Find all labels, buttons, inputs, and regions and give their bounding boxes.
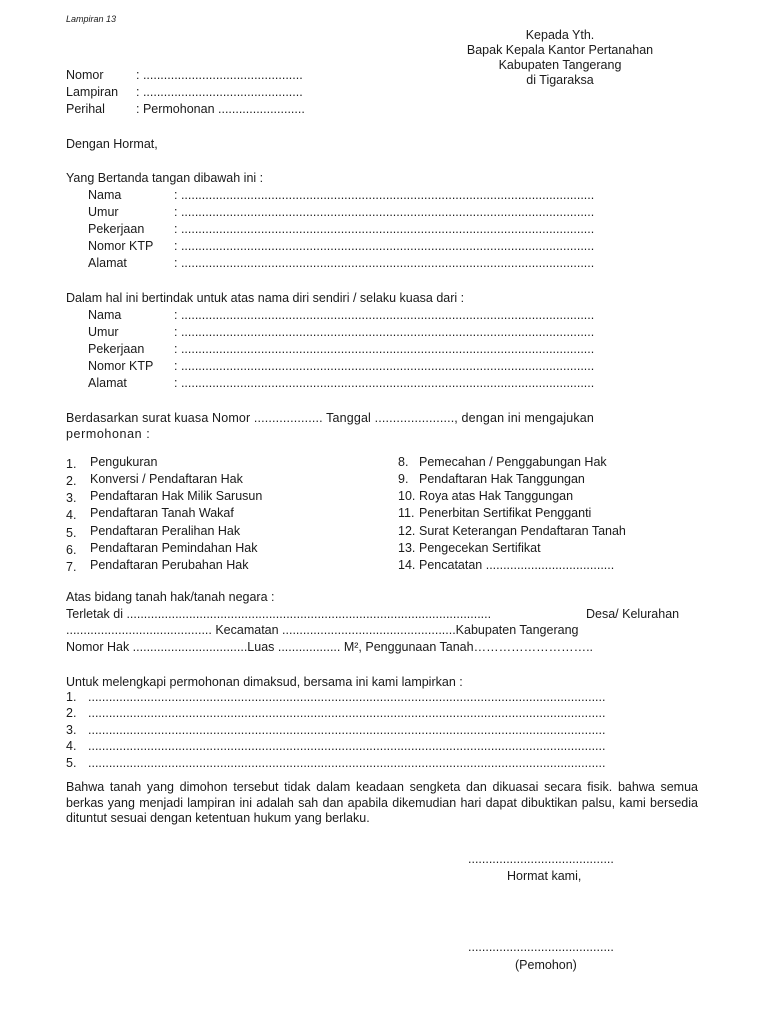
- service-text: Pendaftaran Hak Tanggungan: [419, 472, 585, 486]
- service-text: Pengecekan Sertifikat: [419, 541, 541, 555]
- land-intro: Atas bidang tanah hak/tanah negara :: [66, 590, 275, 604]
- field-dots: : .......................................................................................................................: [174, 188, 595, 202]
- recipient-line-2: Bapak Kepala Kantor Pertanahan: [466, 43, 654, 57]
- basis-line-1: Berdasarkan surat kuasa Nomor ................... Tanggal ......................, dengan ini mengajukan: [66, 411, 594, 425]
- field-label: Nama: [88, 188, 122, 202]
- service-text: Pendaftaran Tanah Wakaf: [90, 506, 234, 520]
- proxy-intro: Dalam hal ini bertindak untuk atas nama diri sendiri / selaku kuasa dari :: [66, 291, 465, 305]
- attachment-number: 2.: [66, 706, 77, 720]
- field-dots: : .......................................................................................................................: [174, 222, 595, 236]
- service-number: 11.: [398, 506, 415, 520]
- field-dots: : .......................................................................................................................: [174, 325, 595, 339]
- meta-value: : Permohonan .........................: [136, 102, 305, 116]
- meta-value: : ..............................................: [136, 68, 303, 82]
- service-text: Konversi / Pendaftaran Hak: [90, 472, 243, 486]
- service-number: 4.: [66, 508, 77, 522]
- service-text: Pendaftaran Perubahan Hak: [90, 558, 249, 572]
- field-dots: : .......................................................................................................................: [174, 256, 595, 270]
- service-text: Roya atas Hak Tanggungan: [419, 489, 574, 503]
- field-label: Pekerjaan: [88, 222, 145, 236]
- service-text: Pendaftaran Pemindahan Hak: [90, 541, 258, 555]
- field-label: Nama: [88, 308, 122, 322]
- field-label: Nomor KTP: [88, 239, 154, 253]
- field-label: Pekerjaan: [88, 342, 145, 356]
- field-label: Alamat: [88, 376, 127, 390]
- statement-paragraph: Bahwa tanah yang dimohon tersebut tidak dalam keadaan sengketa dan dikuasai secara fisik. bahwa semua berkas yang menjadi lampiran ini adalah sah dan apabila dikemudian hari dapat dibuktikan palsu, kami bersedia dituntut sesuai dengan ketentuan hukum yang berlaku.: [66, 780, 698, 825]
- meta-label: Lampiran: [66, 85, 119, 99]
- recipient-line-3: Kabupaten Tangerang: [498, 58, 622, 72]
- service-number: 14.: [398, 558, 416, 572]
- signature-closing: Hormat kami,: [507, 869, 582, 883]
- signature-line: ..........................................: [468, 940, 614, 954]
- attachment-dots: .....................................................................................................................................................: [88, 690, 606, 704]
- signer-intro: Yang Bertanda tangan dibawah ini :: [66, 171, 264, 185]
- service-number: 6.: [66, 543, 77, 557]
- attachment-label: Lampiran 13: [66, 14, 117, 24]
- signature-date-line: ..........................................: [468, 852, 614, 866]
- field-dots: : .......................................................................................................................: [174, 342, 595, 356]
- service-text: Pencatatan .....................................: [419, 558, 615, 572]
- service-text: Pengukuran: [90, 455, 158, 469]
- field-label: Umur: [88, 325, 119, 339]
- attachment-dots: .....................................................................................................................................................: [88, 739, 606, 753]
- field-label: Alamat: [88, 256, 127, 270]
- service-number: 7.: [66, 560, 77, 574]
- field-label: Nomor KTP: [88, 359, 154, 373]
- service-number: 3.: [66, 491, 77, 505]
- land-location-line: Terletak di .........................................................................................................: [66, 607, 492, 621]
- attachment-number: 1.: [66, 690, 77, 704]
- recipient-line-1: Kepada Yth.: [525, 28, 595, 42]
- service-number: 9.: [398, 472, 409, 486]
- field-dots: : .......................................................................................................................: [174, 239, 595, 253]
- service-text: Pemecahan / Penggabungan Hak: [419, 455, 607, 469]
- attachment-number: 3.: [66, 723, 77, 737]
- service-text: Pendaftaran Peralihan Hak: [90, 524, 241, 538]
- land-rights-line: Nomor Hak .................................Luas .................. M², Penggunaan Tanah………………………..: [66, 640, 594, 654]
- attachment-dots: .....................................................................................................................................................: [88, 723, 606, 737]
- service-number: 2.: [66, 474, 77, 488]
- service-text: Pendaftaran Hak Milik Sarusun: [90, 489, 263, 503]
- attachment-number: 5.: [66, 756, 77, 770]
- field-dots: : .......................................................................................................................: [174, 376, 595, 390]
- attachment-dots: .....................................................................................................................................................: [88, 706, 606, 720]
- service-text: Penerbitan Sertifikat Pengganti: [419, 506, 592, 520]
- meta-label: Nomor: [66, 68, 104, 82]
- basis-line-2: permohonan :: [66, 427, 151, 441]
- service-number: 5.: [66, 526, 77, 540]
- service-number: 12.: [398, 524, 416, 538]
- service-number: 10.: [398, 489, 416, 503]
- field-dots: : .......................................................................................................................: [174, 308, 595, 322]
- meta-value: : ..............................................: [136, 85, 303, 99]
- field-dots: : .......................................................................................................................: [174, 205, 595, 219]
- attachment-number: 4.: [66, 739, 77, 753]
- recipient-line-4: di Tigaraksa: [526, 73, 594, 87]
- service-text: Surat Keterangan Pendaftaran Tanah: [419, 524, 626, 538]
- land-district-line: .......................................... Kecamatan ..................................................Kabupaten Tangerang: [66, 623, 579, 637]
- meta-label: Perihal: [66, 102, 105, 116]
- attachments-intro: Untuk melengkapi permohonan dimaksud, bersama ini kami lampirkan :: [66, 675, 463, 689]
- service-number: 13.: [398, 541, 416, 555]
- greeting: Dengan Hormat,: [66, 137, 158, 151]
- service-number: 1.: [66, 457, 77, 471]
- land-village-label: Desa/ Kelurahan: [586, 607, 680, 621]
- signature-name: (Pemohon): [515, 958, 577, 972]
- attachment-dots: .....................................................................................................................................................: [88, 756, 606, 770]
- field-label: Umur: [88, 205, 119, 219]
- service-number: 8.: [398, 455, 409, 469]
- field-dots: : .......................................................................................................................: [174, 359, 595, 373]
